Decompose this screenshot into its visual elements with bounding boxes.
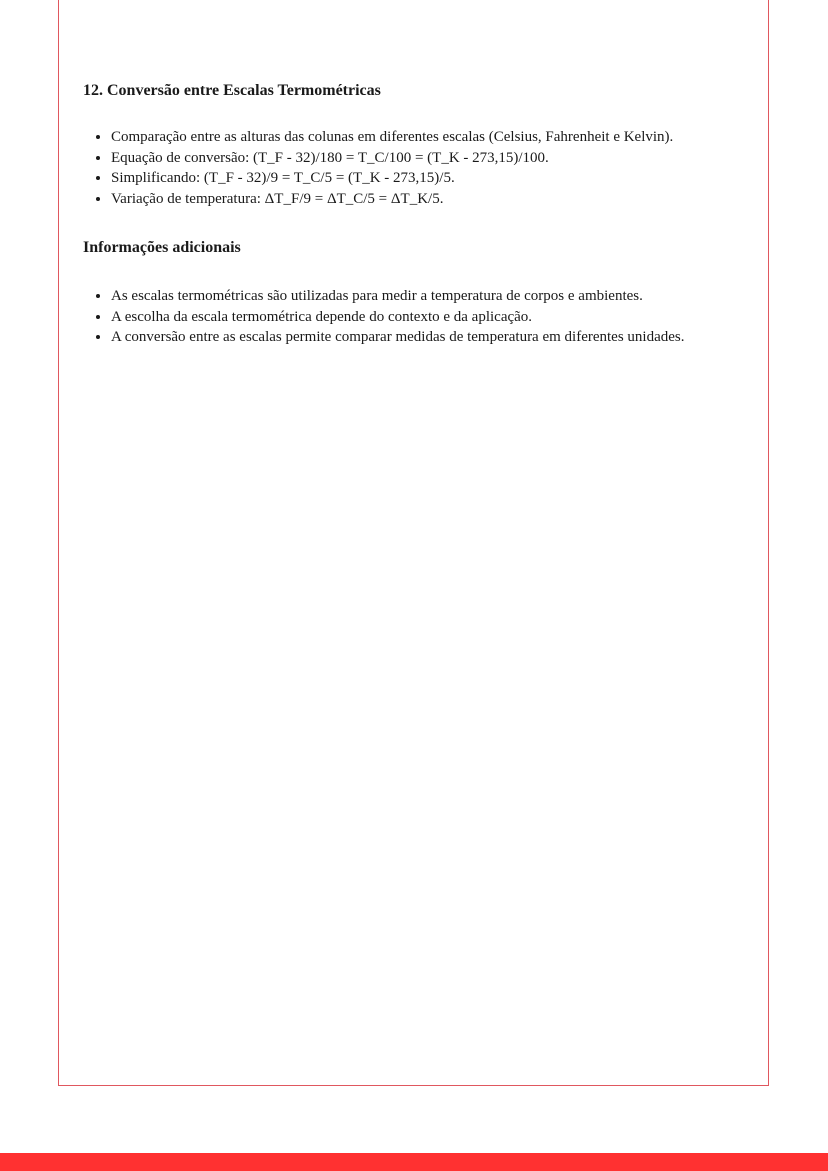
list-item: • As escalas termométricas são utilizadas para medir a temperatura de corpos e ambientes. [111, 286, 743, 307]
list-item: • Comparação entre as alturas das colunas em diferentes escalas (Celsius, Fahrenheit e Kelvin). [111, 127, 743, 148]
section-heading-additional: Informações adicionais [83, 239, 241, 256]
document-content [83, 80, 743, 348]
list-item: • Variação de temperatura: ΔT_F/9 = ΔT_C/5 = ΔT_K/5. [111, 189, 743, 210]
additional-list [83, 286, 743, 348]
section-heading-conversion: 12. Conversão entre Escalas Termométricas [83, 82, 381, 99]
footer-accent-bar [0, 1153, 828, 1171]
list-item: • A escolha da escala termométrica depende do contexto e da aplicação. [111, 307, 743, 328]
list-item: • A conversão entre as escalas permite comparar medidas de temperatura em diferentes unidades. [111, 327, 743, 348]
conversion-list [83, 127, 743, 209]
list-item: • Simplificando: (T_F - 32)/9 = T_C/5 = (T_K - 273,15)/5. [111, 168, 743, 189]
list-item: • Equação de conversão: (T_F - 32)/180 = T_C/100 = (T_K - 273,15)/100. [111, 148, 743, 169]
